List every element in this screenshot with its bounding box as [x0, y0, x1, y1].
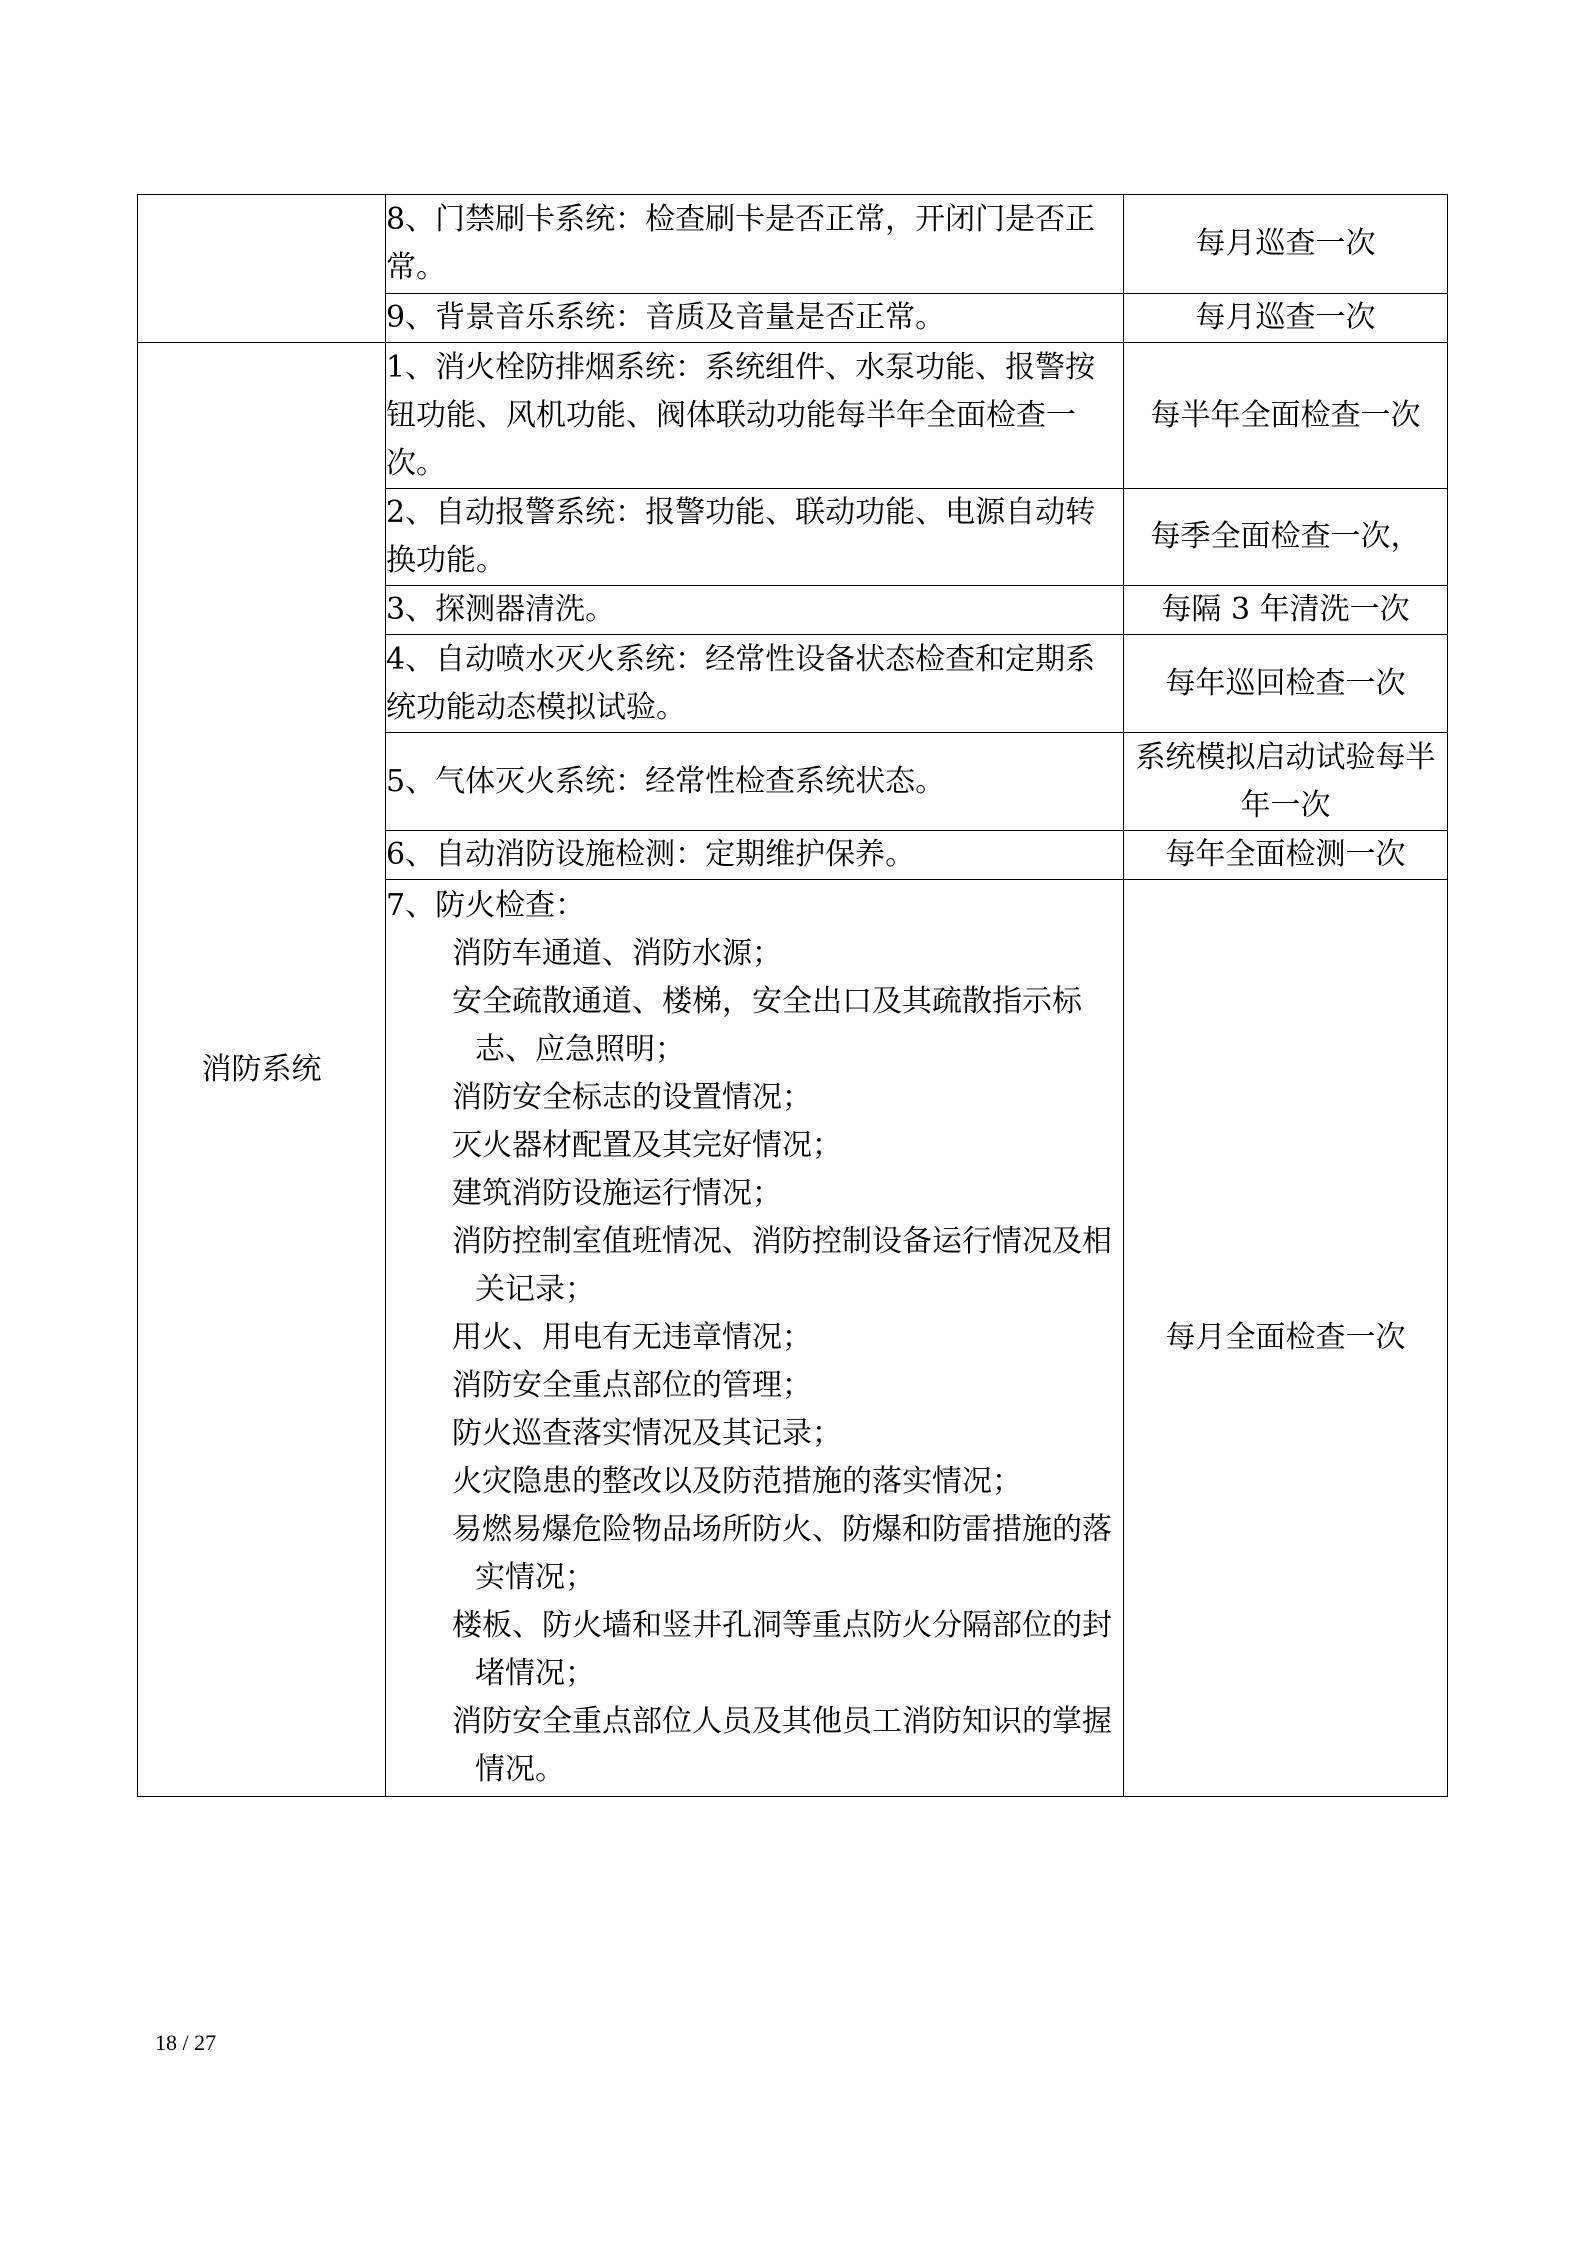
table-row: [138, 195, 1448, 294]
maintenance-schedule-table: [137, 194, 1448, 1797]
list-item: 安全疏散通道、楼梯，安全出口及其疏散指示标志、应急照明；: [452, 984, 1082, 1067]
list-item: 消防车通道、消防水源；: [452, 936, 782, 971]
frequency-cell: 每月全面检查一次: [1124, 880, 1448, 1797]
list-item: 楼板、防火墙和竖井孔洞等重点防火分隔部位的封堵情况；: [452, 1608, 1112, 1691]
frequency-cell: 系统模拟启动试验每半年一次: [1124, 733, 1448, 831]
item-cell: 9、背景音乐系统：音质及音量是否正常。: [386, 294, 1124, 343]
list-item: 消防安全标志的设置情况；: [452, 1080, 812, 1115]
category-cell: 消防系统: [138, 343, 386, 1797]
fire-inspection-list: [386, 930, 1123, 1794]
list-item: 防火巡查落实情况及其记录；: [452, 1416, 842, 1451]
frequency-cell: 每季全面检查一次，: [1124, 489, 1448, 586]
frequency-cell: 每月巡查一次: [1124, 195, 1448, 294]
frequency-cell: 每年巡回检查一次: [1124, 635, 1448, 733]
list-item: 消防安全重点部位人员及其他员工消防知识的掌握情况。: [452, 1704, 1112, 1787]
list-item: 建筑消防设施运行情况；: [452, 1176, 782, 1211]
list-item: 消防控制室值班情况、消防控制设备运行情况及相关记录；: [452, 1224, 1112, 1307]
list-item: 消防安全重点部位的管理；: [452, 1368, 812, 1403]
item-cell: 8、门禁刷卡系统：检查刷卡是否正常，开闭门是否正常。: [386, 195, 1124, 294]
item-cell: 2、自动报警系统：报警功能、联动功能、电源自动转换功能。: [386, 489, 1124, 586]
frequency-cell: 每月巡查一次: [1124, 294, 1448, 343]
item-cell: 1、消火栓防排烟系统：系统组件、水泵功能、报警按钮功能、风机功能、阀体联动功能每半年全面检查一次。: [386, 343, 1124, 489]
item-cell: 5、气体灭火系统：经常性检查系统状态。: [386, 733, 1124, 831]
list-item: 灭火器材配置及其完好情况；: [452, 1128, 842, 1163]
frequency-cell: 每半年全面检查一次: [1124, 343, 1448, 489]
category-cell: [138, 195, 386, 343]
fire-inspection-heading: 7、防火检查：: [386, 888, 586, 923]
list-item: 用火、用电有无违章情况；: [452, 1320, 812, 1355]
frequency-cell: 每年全面检测一次: [1124, 831, 1448, 880]
list-item: 易燃易爆危险物品场所防火、防爆和防雷措施的落实情况；: [452, 1512, 1112, 1595]
table-row: [138, 343, 1448, 489]
page-number: 18 / 27: [155, 2030, 217, 2055]
item-cell: [386, 880, 1124, 1797]
list-item: 火灾隐患的整改以及防范措施的落实情况；: [452, 1464, 1022, 1499]
item-cell: 4、自动喷水灭火系统：经常性设备状态检查和定期系统功能动态模拟试验。: [386, 635, 1124, 733]
item-cell: 6、自动消防设施检测：定期维护保养。: [386, 831, 1124, 880]
item-cell: 3、探测器清洗。: [386, 586, 1124, 635]
frequency-cell: 每隔 3 年清洗一次: [1124, 586, 1448, 635]
